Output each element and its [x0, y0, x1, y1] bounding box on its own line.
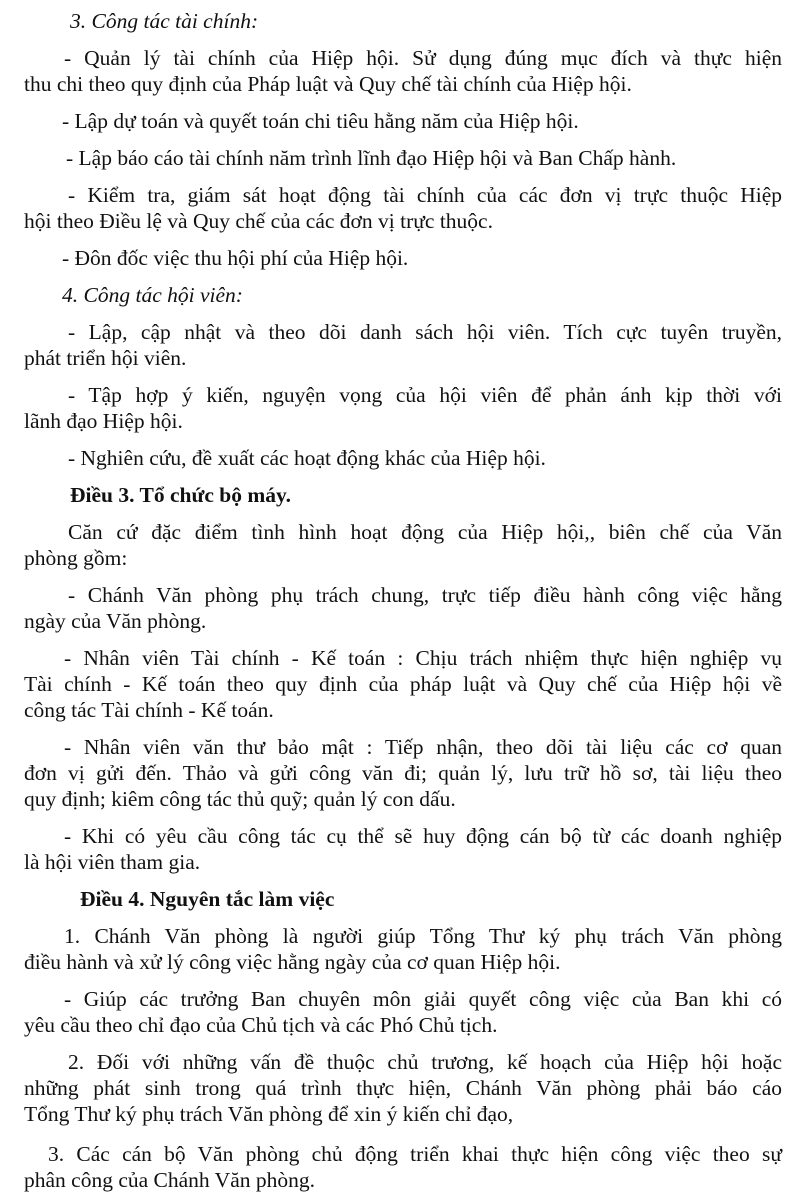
paragraph-line: 1. Chánh Văn phòng là người giúp Tổng Thư ký phụ trách Văn phòng — [64, 924, 782, 948]
paragraph-line: - Đôn đốc việc thu hội phí của Hiệp hội. — [62, 246, 409, 270]
paragraph-line: - Nhân viên Tài chính - Kế toán : Chịu trách nhiệm thực hiện nghiệp vụ — [64, 646, 782, 670]
paragraph-line: hội theo Điều lệ và Quy chế của các đơn vị trực thuộc. — [24, 209, 493, 233]
paragraph-line: phòng gồm: — [24, 546, 128, 570]
paragraph-line: - Lập báo cáo tài chính năm trình lĩnh đạo Hiệp hội và Ban Chấp hành. — [66, 146, 677, 170]
section-heading-finance: 3. Công tác tài chính: — [70, 9, 259, 33]
paragraph-line: - Quản lý tài chính của Hiệp hội. Sử dụng đúng mục đích và thực hiện — [64, 46, 782, 70]
paragraph-line: thu chi theo quy định của Pháp luật và Quy chế tài chính của Hiệp hội. — [24, 72, 632, 96]
paragraph-line: lãnh đạo Hiệp hội. — [24, 409, 183, 433]
paragraph-line: quy định; kiêm công tác thủ quỹ; quản lý con dấu. — [24, 787, 456, 811]
paragraph-line: - Kiểm tra, giám sát hoạt động tài chính của các đơn vị trực thuộc Hiệp — [68, 183, 782, 207]
paragraph-line: 2. Đối với những vấn đề thuộc chủ trương, kế hoạch của Hiệp hội hoặc — [68, 1050, 782, 1074]
paragraph-line: - Lập dự toán và quyết toán chi tiêu hằng năm của Hiệp hội. — [62, 109, 579, 133]
article-4-heading: Điều 4. Nguyên tắc làm việc — [80, 887, 335, 911]
paragraph-line: phát triển hội viên. — [24, 346, 187, 370]
paragraph-line: Tổng Thư ký phụ trách Văn phòng để xin ý kiến chỉ đạo, — [24, 1102, 514, 1126]
paragraph-line: Tài chính - Kế toán theo quy định của pháp luật và Quy chế của Hiệp hội về — [24, 672, 782, 696]
paragraph-line: - Nghiên cứu, đề xuất các hoạt động khác của Hiệp hội. — [68, 446, 546, 470]
paragraph-line: điều hành và xử lý công việc hằng ngày của cơ quan Hiệp hội. — [24, 950, 561, 974]
paragraph-line: đơn vị gửi đến. Thảo và gửi công văn đi; quản lý, lưu trữ hồ sơ, tài liệu theo — [24, 761, 782, 785]
paragraph-line: công tác Tài chính - Kế toán. — [24, 698, 274, 722]
paragraph-line: - Tập hợp ý kiến, nguyện vọng của hội viên để phản ánh kịp thời với — [68, 383, 782, 407]
paragraph-line: là hội viên tham gia. — [24, 850, 201, 874]
paragraph-line: yêu cầu theo chỉ đạo của Chủ tịch và các Phó Chủ tịch. — [24, 1013, 498, 1037]
section-heading-members: 4. Công tác hội viên: — [62, 283, 243, 307]
paragraph-line: ngày của Văn phòng. — [24, 609, 207, 633]
paragraph-line: phân công của Chánh Văn phòng. — [24, 1168, 315, 1192]
paragraph-line: - Lập, cập nhật và theo dõi danh sách hội viên. Tích cực tuyên truyền, — [68, 320, 782, 344]
paragraph-line: những phát sinh trong quá trình thực hiện, Chánh Văn phòng phải báo cáo — [24, 1076, 782, 1100]
paragraph-line: - Chánh Văn phòng phụ trách chung, trực tiếp điều hành công việc hằng — [68, 583, 782, 607]
paragraph-line: - Nhân viên văn thư bảo mật : Tiếp nhận, theo dõi tài liệu các cơ quan — [64, 735, 782, 759]
paragraph-line: Căn cứ đặc điểm tình hình hoạt động của Hiệp hội,, biên chế của Văn — [68, 520, 782, 544]
article-3-heading: Điều 3. Tổ chức bộ máy. — [70, 483, 291, 507]
paragraph-line: - Giúp các trưởng Ban chuyên môn giải quyết công việc của Ban khi có — [64, 987, 782, 1011]
paragraph-line: 3. Các cán bộ Văn phòng chủ động triển khai thực hiện công việc theo sự — [48, 1142, 782, 1166]
paragraph-line: - Khi có yêu cầu công tác cụ thể sẽ huy động cán bộ từ các doanh nghiệp — [64, 824, 782, 848]
